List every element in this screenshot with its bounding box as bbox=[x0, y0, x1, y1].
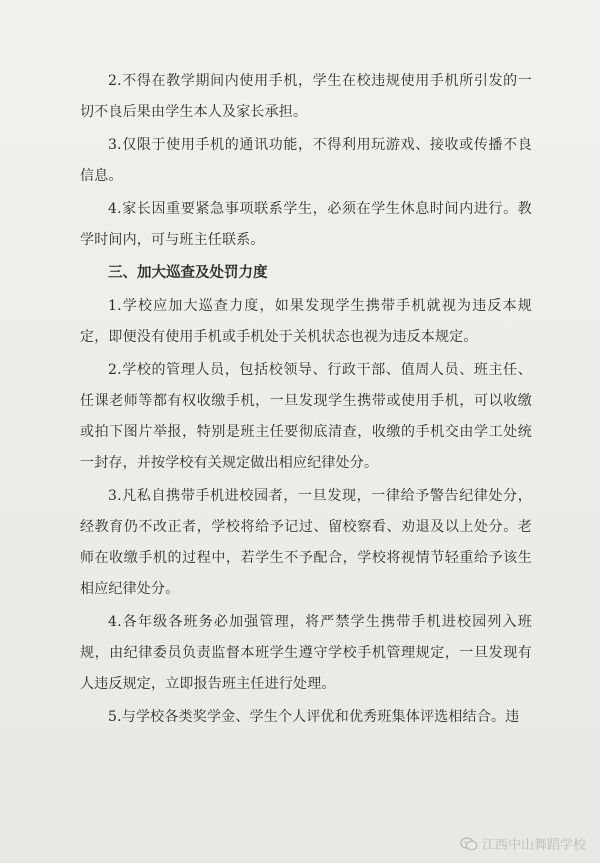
watermark-text: 江西中山舞蹈学校 bbox=[481, 838, 586, 853]
document-body bbox=[80, 66, 532, 735]
section-heading: 三、加大巡查及处罚力度 bbox=[108, 265, 268, 281]
watermark bbox=[460, 834, 586, 853]
inspection-item-1-paragraph: 1.学校应加大巡查力度，如果发现学生携带手机就视为违反本规定，即便没有使用手机或手机处于关机状态也视为违反本规定。 bbox=[80, 298, 532, 345]
inspection-item-3-paragraph: 3.凡私自携带手机进校园者，一旦发现，一律给予警告纪律处分，经教育仍不改正者，学校将给予记过、留校察看、劝退及以上处分。老师在收缴手机的过程中，若学生不予配合，学校将视情节轻重给予该生相应纪律处分。 bbox=[80, 488, 532, 597]
rule-4-paragraph: 4.家长因重要紧急事项联系学生，必须在学生休息时间内进行。教学时间内，可与班主任联系。 bbox=[80, 201, 532, 248]
wechat-icon bbox=[460, 837, 478, 851]
inspection-item-4-paragraph: 4.各年级各班务必加强管理，将严禁学生携带手机进校园列入班规，由纪律委员负责监督本班学生遵守学校手机管理规定，一旦发现有人违反规定，立即报告班主任进行处理。 bbox=[80, 614, 532, 692]
inspection-item-2-paragraph: 2.学校的管理人员，包括校领导、行政干部、值周人员、班主任、任课老师等都有权收缴手机，一旦发现学生携带或使用手机，可以收缴或拍下图片举报，特别是班主任要彻底清查，收缴的手机交由学工处统一封存，并按学校有关规定做出相应纪律处分。 bbox=[80, 362, 532, 471]
rule-2-paragraph: 2.不得在教学期间内使用手机，学生在校违规使用手机所引发的一切不良后果由学生本人及家长承担。 bbox=[80, 73, 532, 120]
inspection-item-5-paragraph: 5.与学校各类奖学金、学生个人评优和优秀班集体评选相结合。违 bbox=[108, 709, 520, 725]
rule-3-paragraph: 3.仅限于使用手机的通讯功能，不得利用玩游戏、接收或传播不良信息。 bbox=[80, 137, 532, 184]
